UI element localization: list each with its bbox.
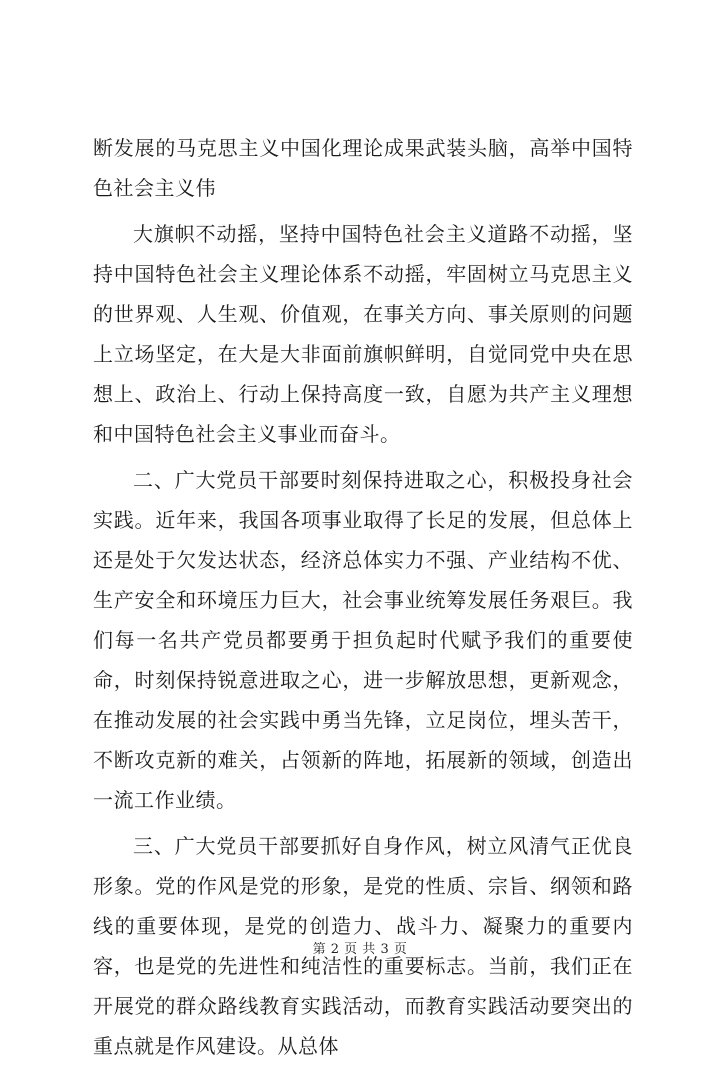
paragraph-banner: 大旗帜不动摇，坚持中国特色社会主义道路不动摇，坚持中国特色社会主义理论体系不动摇，牢固树立马克思主义的世界观、人生观、价值观，在事关方向、事关原则的问题上立场坚定，在大是大非面前旗帜鲜明，自觉同党中央在思想上、政治上、行动上保持高度一致，自愿为共产主义理想和中国特色社会主义事业而奋斗。: [93, 222, 633, 446]
paragraph-section-two: 二、广大党员干部要时刻保持进取之心，积极投身社会实践。近年来，我国各项事业取得了长足的发展，但总体上还是处于欠发达状态，经济总体实力不强、产业结构不优、生产安全和环境压力巨大，社会事业统筹发展任务艰巨。我们每一名共产党员都要勇于担负起时代赋予我们的重要使命，时刻保持锐意进取之心，进一步解放思想，更新观念，在推动发展的社会实践中勇当先锋，立足岗位，埋头苦干，不断攻克新的难关，占领新的阵地，拓展新的领域，创造出一流工作业绩。: [93, 468, 633, 812]
paragraph-section-three: 三、广大党员干部要抓好自身作风，树立风清气正优良形象。党的作风是党的形象，是党的性质、宗旨、纲领和路线的重要体现，是党的创造力、战斗力、凝聚力的重要内容，也是党的先进性和纯洁性的重要标志。当前，我们正在开展党的群众路线教育实践活动，而教育实践活动要突出的重点就是作风建设。从总体: [93, 834, 633, 1058]
page-number-footer: 第 2 页 共 3 页: [312, 942, 408, 957]
paragraph-continuation: 断发展的马克思主义中国化理论成果武装头脑，高举中国特色社会主义伟: [93, 136, 633, 200]
body-text: [93, 128, 633, 1072]
